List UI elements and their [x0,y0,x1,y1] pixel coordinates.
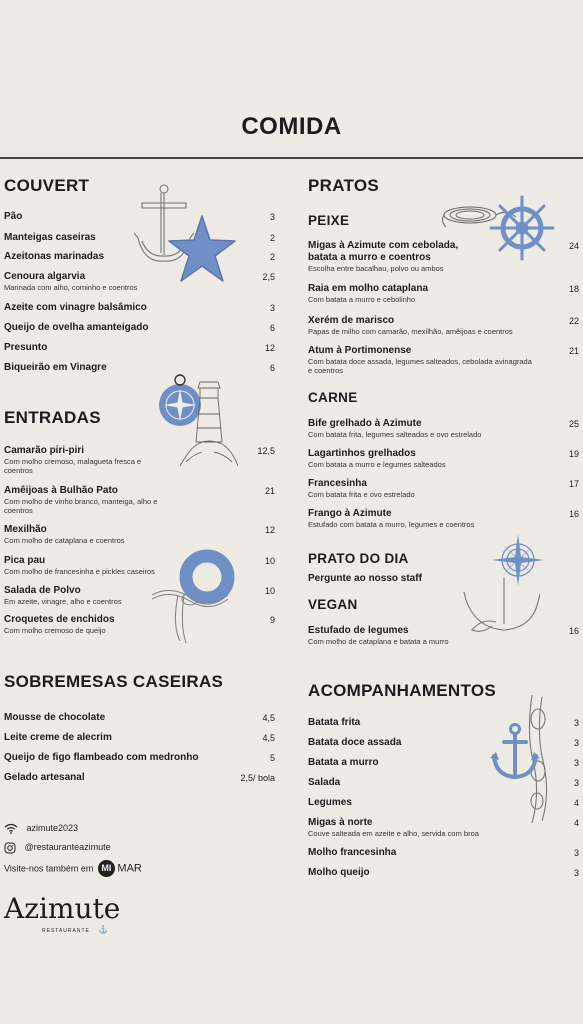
menu-item-name: Xerém de marisco [308,315,395,326]
menu-item-description: Com molho cremoso de queijo [4,626,106,635]
menu-item-description: Com batata a murro e legumes salteados [308,460,446,469]
menu-item-name: Raia em molho cataplana [308,283,429,294]
menu-item-price: 3 [573,848,579,858]
menu-item-name: Presunto [4,342,48,353]
menu-item-name: Migas à norte [308,817,373,828]
menu-item-price: 4,5 [262,713,275,723]
menu-item-name: Molho queijo [308,867,370,878]
menu-item-description: Com molho de francesinha e pickles caseiros [4,567,155,576]
anchor-icon [490,722,540,782]
menu-item-price: 18 [568,284,579,294]
menu-item-name: Mousse de chocolate [4,712,106,723]
menu-item-price: 2 [269,252,275,262]
menu-item-name: Francesinha [308,478,367,489]
menu-item-name: Leite creme de alecrim [4,732,112,743]
menu-item [308,508,538,529]
menu-item-description: Com molho cremoso, malagueta fresca e coentros [4,457,142,475]
subheading-vegan: VEGAN [308,597,358,612]
menu-item-description: Com batata frita, legumes salteados e ovo estrelado [308,430,482,439]
menu-item-name: Camarão piri-piri [4,445,85,456]
menu-item-price: 10 [264,586,275,596]
menu-item-price: 3 [573,758,579,768]
menu-item [4,271,184,292]
menu-item-description: Couve salteada em azeite e alho, servida com broa [308,829,479,838]
menu-item [308,345,532,375]
menu-item-description: Com molho de vinho branco, manteiga, alho e coentros [4,497,158,515]
section-heading-entradas: ENTRADAS [4,408,101,427]
section-heading-couvert: COUVERT [4,176,90,195]
menu-item-name: Batata doce assada [308,737,402,748]
menu-item-price: 3 [573,738,579,748]
menu-item-name: Mexilhão [4,524,47,535]
section-heading-acompanhamentos: ACOMPANHAMENTOS [308,681,497,700]
logo-subtitle: RESTAURANTE ⚓ [42,925,110,934]
menu-item-name: Salada [308,777,341,788]
menu-item-price: 22 [568,316,579,326]
subheading-peixe: PEIXE [308,213,350,228]
menu-item [4,362,184,374]
menu-item-name: Salada de Polvo [4,585,81,596]
wifi-row [4,823,78,834]
menu-item-name: Batata a murro [308,757,379,768]
menu-item-description: Com batata frita e ovo estrelado [308,490,415,499]
menu-item-name: Lagartinhos grelhados [308,448,416,459]
menu-item [4,712,254,724]
menu-item-description: Estufado com batata a murro, legumes e coentros [308,520,475,529]
menu-item-description: Com batata doce assada, legumes salteados, cebolada avinagrada e coentros [308,357,532,375]
menu-item-name: Azeitonas marinadas [4,251,105,262]
menu-item [308,817,528,838]
menu-item [308,478,538,499]
menu-item-name: Amêijoas à Bulhão Pato [4,485,118,496]
ship-wheel-icon [488,194,556,262]
menu-item [308,315,513,336]
subheading-carne: CARNE [308,390,358,405]
wifi-name: azimute2023 [26,823,79,833]
menu-item-name: Batata frita [308,717,361,728]
menu-item-price: 2 [269,233,275,243]
subheading-prato-do-dia: PRATO DO DIA [308,551,409,566]
menu-item-price: 17 [568,479,579,489]
starfish-icon [166,213,238,285]
menu-item [4,752,254,764]
menu-item-description: Marinada com alho, cominho e coentros [4,283,138,292]
menu-item [308,797,528,809]
menu-item-description: Papas de milho com camarão, mexilhão, amêijoas e coentros [308,327,513,336]
menu-item-price: 3 [573,778,579,788]
menu-item-price: 6 [269,323,275,333]
menu-item-name: Cenoura algarvia [4,271,86,282]
menu-item [4,445,164,475]
menu-item-name: Gelado artesanal [4,772,85,783]
page-title: COMIDA [241,113,342,140]
menu-item [308,418,538,439]
menu-item [4,322,184,334]
menu-item-name: Migas à Azimute com cebolada, batata a murro e coentros [308,240,459,263]
menu-item-price: 2,5/ bola [240,773,275,783]
menu-item [4,485,164,515]
menu-item-price: 12 [264,525,275,535]
anchor-rope-sketch-icon [462,578,540,638]
instagram-handle: @restauranteazimute [24,842,111,853]
azimute-logo: Azimute [4,892,121,925]
menu-item-name: Biqueirão em Vinagre [4,362,107,373]
menu-item-name: Estufado de legumes [308,625,409,636]
menu-item-price: 4 [573,798,579,808]
menu-item-price: 12,5 [257,446,275,456]
menu-item [308,847,528,859]
menu-item-price: 16 [568,626,579,636]
menu-item-price: 21 [568,346,579,356]
menu-item-name: Molho francesinha [308,847,397,858]
menu-item-description: Com molho de cataplana e batata a murro [308,637,449,646]
menu-item [4,732,254,744]
menu-item-name: Queijo de ovelha amanteigado [4,322,149,333]
visit-row [4,860,142,877]
menu-item-price: 19 [568,449,579,459]
title-divider [0,157,583,159]
menu-item-name: Azeite com vinagre balsâmico [4,302,147,313]
menu-item-description: Escolha entre bacalhau, polvo ou ambos [308,264,444,273]
rope-knot-sketch-icon [150,565,230,645]
menu-item [4,302,184,314]
menu-item-price: 3 [573,868,579,878]
menu-item-price: 21 [264,486,275,496]
menu-item [4,342,184,354]
menu-item [4,555,164,576]
wifi-icon [4,823,18,834]
visit-prefix: Visite-nos também em [4,863,94,874]
menu-item [4,524,164,545]
lighthouse-sketch-icon [178,378,240,470]
instagram-row[interactable] [4,842,111,854]
menu-item-price: 5 [269,753,275,763]
section-heading-sobremesas: SOBREMESAS CASEIRAS [4,672,224,691]
mimar-badge: MI [98,860,115,877]
menu-item-price: 12 [264,343,275,353]
menu-item-name: Atum à Portimonense [308,345,412,356]
menu-item-price: 16 [568,509,579,519]
menu-item-price: 4 [573,818,579,828]
menu-item-price: 25 [568,419,579,429]
mimar-brand: MAR [117,862,142,875]
menu-item [4,614,164,635]
menu-item-name: Legumes [308,797,352,808]
menu-item-price: 3 [573,718,579,728]
menu-item-price: 6 [269,363,275,373]
menu-item-name: Queijo de figo flambeado com medronho [4,752,199,763]
menu-item-price: 24 [568,241,579,251]
menu-item-price: 9 [269,615,275,625]
prato-do-dia-text: Pergunte ao nosso staff [308,573,422,584]
menu-item-description: Em azeite, vinagre, alho e coentros [4,597,122,606]
small-anchor-icon: ⚓ [98,925,110,934]
menu-item-name: Manteigas caseiras [4,232,96,243]
menu-item-name: Pão [4,211,23,222]
menu-item-price: 3 [269,212,275,222]
menu-item [308,240,473,273]
instagram-icon [4,842,16,854]
menu-item-description: Com molho de cataplana e coentros [4,536,125,545]
menu-item-price: 4,5 [262,733,275,743]
menu-item-description: Com batata a murro e cebolinho [308,295,416,304]
menu-item [4,772,254,784]
menu-item [4,585,164,606]
section-heading-pratos: PRATOS [308,176,380,195]
menu-item [308,448,538,469]
menu-item-name: Croquetes de enchidos [4,614,115,625]
menu-item-price: 10 [264,556,275,566]
menu-item [308,867,528,879]
menu-item-price: 3 [269,303,275,313]
menu-item [308,283,473,304]
menu-item-name: Frango à Azimute [308,508,392,519]
menu-item-price: 2,5 [262,272,275,282]
menu-item-name: Pica pau [4,555,46,566]
menu-item-name: Bife grelhado à Azimute [308,418,422,429]
